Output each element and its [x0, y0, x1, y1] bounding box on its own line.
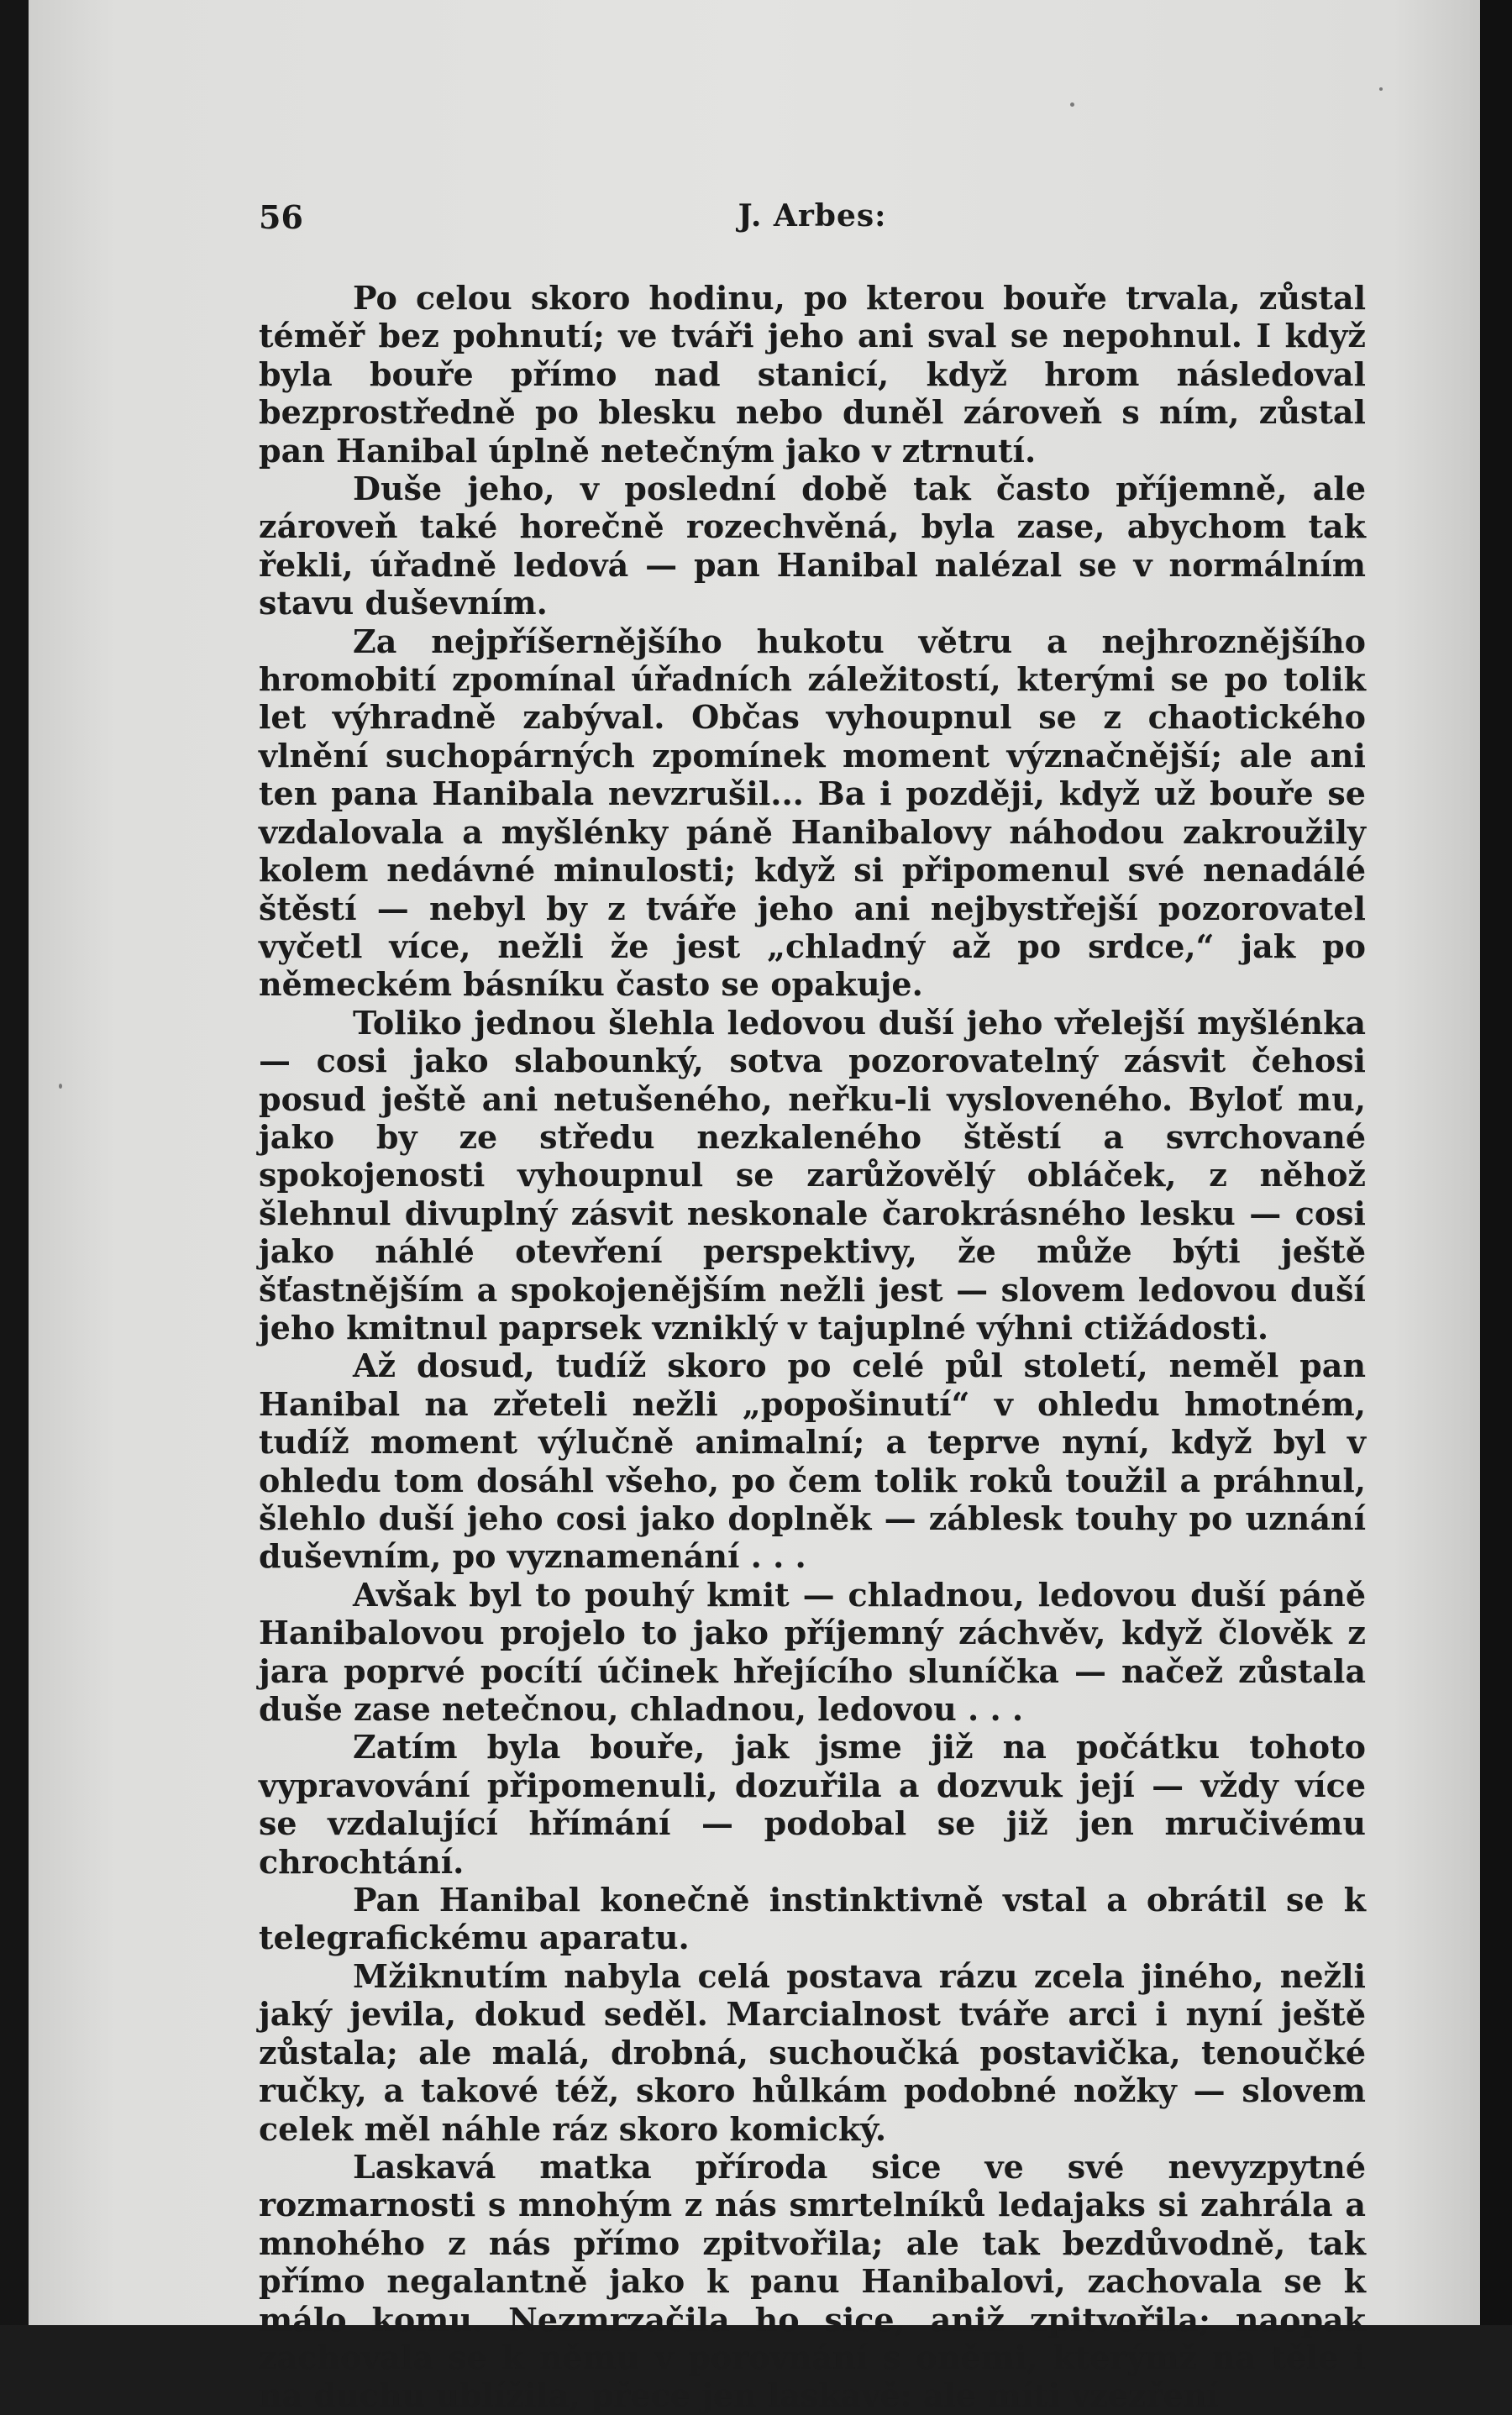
paragraph: Za nejpříšernějšího hukotu větru a nejhroznějšího hromobití zpomínal úřadních záležitostí, kterými se po tolik let výhradně zabýval. Občas vyhoupnul se z chaotického vlnění suchopárných zpomínek moment význačnější; ale ani ten pana Hanibala nevzrušil... Ba i později, když už bouře se vzdalovala a myšlénky páně Hanibalovy náhodou zakroužily kolem nedávné minulosti; když si připomenul své nenadálé štěstí — nebyl by z tváře jeho ani nejbystřejší pozorovatel vyčetl více, nežli že jest „chladný až po srdce,“ jak po německém básníku často se opakuje. — [259, 622, 1366, 1004]
paper-speck — [59, 1084, 62, 1089]
page-header — [259, 198, 1366, 249]
scan-border-left — [0, 0, 29, 2325]
running-head: J. Arbes: — [738, 198, 887, 234]
paragraph: Až dosud, tudíž skoro po celé půl století, neměl pan Hanibal na zřeteli nežli „popošinutí“ v ohledu hmotném, tudíž moment výlučně animalní; a teprve nyní, když byl v ohledu tom dosáhl všeho, po čem tolik roků toužil a práhnul, šlehlo duší jeho cosi jako doplněk — záblesk touhy po uznání duševním, po vyznamenání . . . — [259, 1347, 1366, 1576]
page-number: 56 — [259, 198, 303, 236]
paper-speck — [1379, 87, 1383, 91]
paper-speck — [1070, 102, 1074, 107]
paragraph: Duše jeho, v poslední době tak často příjemně, ale zároveň také horečně rozechvěná, byla zase, abychom tak řekli, úřadně ledová — pan Hanibal nalézal se v normálním stavu duševním. — [259, 470, 1366, 622]
paragraph: Zatím byla bouře, jak jsme již na počátku tohoto vypravování připomenuli, dozuřila a dozvuk její — vždy více se vzdalující hřímání — podobal se již jen mručivému chrochtání. — [259, 1728, 1366, 1881]
paragraph: Toliko jednou šlehla ledovou duší jeho vřelejší myšlénka — cosi jako slabounký, sotva pozorovatelný zásvit čehosi posud ještě ani netušeného, neřku-li vysloveného. Byloť mu, jako by ze středu nezkaleného štěstí a svrchované spokojenosti vyhoupnul se zarůžovělý obláček, z něhož šlehnul divuplný zásvit neskonale čarokrásného lesku — cosi jako náhlé otevření perspektivy, že může býti ještě šťastnějším a spokojenějším nežli jest — slovem ledovou duší jeho kmitnul paprsek vzniklý v tajuplné výhni ctižádosti. — [259, 1003, 1366, 1347]
paragraph: Po celou skoro hodinu, po kterou bouře trvala, zůstal téměř bez pohnutí; ve tváři jeho ani sval se nepohnul. I když byla bouře přímo nad stanicí, když hrom následoval bezprostředně po blesku nebo duněl zároveň s ním, zůstal pan Hanibal úplně netečným jako v ztrnutí. — [259, 279, 1366, 470]
paragraph: Mžiknutím nabyla celá postava rázu zcela jiného, nežli jaký jevila, dokud seděl. Marcialnost tváře arci i nyní ještě zůstala; ale malá, drobná, suchoučká postavička, tenoučké ručky, a takové též, skoro hůlkám podobné nožky — slovem celek měl náhle ráz skoro komický. — [259, 1956, 1366, 2148]
paragraph: Laskavá matka příroda sice ve své nevyzpytné rozmarnosti s mnohým z nás smrtelníků ledajaks si zahrála a mnohého z nás přímo zpitvořila; ale tak bezdůvodně, tak přímo negalantně jako k panu Hanibalovi, zachovala se k málo komu. Nezmrzačila ho sice, aniž zpitvořila; naopak zachovala se k němu v porovnání s oněmi, kterýmž na těle i na duchu ublížila, přece jen laskavě: ale míti vzezření — [259, 2147, 1366, 2415]
paragraph: Pan Hanibal konečně instinktivně vstal a obrátil se k telegrafickému aparatu. — [259, 1881, 1366, 1957]
paragraph: Avšak byl to pouhý kmit — chladnou, ledovou duší páně Hanibalovou projelo to jako příjemný záchvěv, když člověk z jara poprvé pocítí účinek hřejícího sluníčka — načež zůstala duše zase netečnou, chladnou, ledovou . . . — [259, 1575, 1366, 1729]
body-text — [259, 279, 1366, 2415]
scan-border-right — [1480, 0, 1512, 2325]
